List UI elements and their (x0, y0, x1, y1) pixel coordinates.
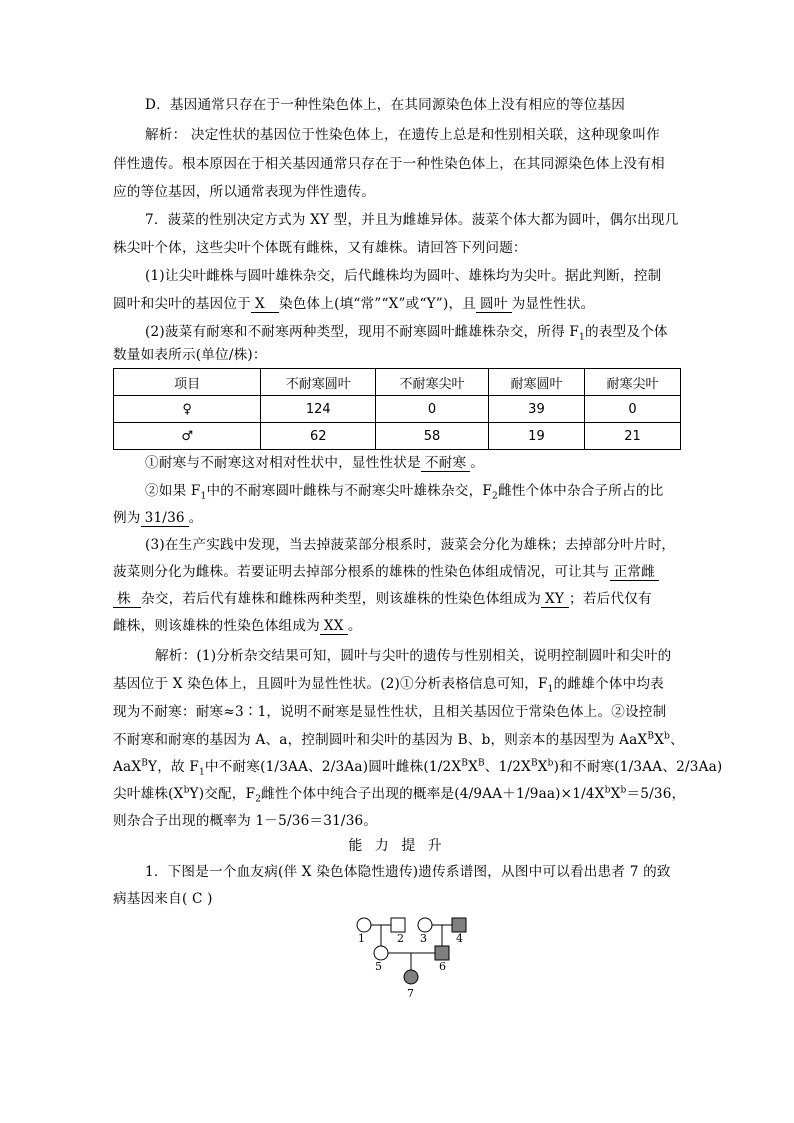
problem-1-line-1: 1．下图是一个血友病(伴 X 染色体隐性遗传)遗传系谱图，从图中可以看出患者 7 的致 (145, 864, 671, 880)
pedigree-chart (340, 906, 490, 1006)
answer-xx: XX (320, 618, 348, 635)
pedigree-label: 6 (439, 960, 446, 973)
analysis-2-line-3: 现为不耐寒：耐寒≈3∶1，说明不耐寒是显性性状，且相关基因位于常染色体上。②设控制 (113, 704, 667, 720)
analysis-2-line-6: 尖叶雄株$(X^bY)$交配，$F_2$雌性个体中纯合子出现的概率是$(4/9AA+1/9aa)\times 1/4X^bX^b=5/36$， (113, 785, 686, 805)
analysis-1-line-1: 解析： 决定性状的基因位于性染色体上，在遗传上总是和性别相关联，这种现象叫作 (145, 127, 660, 143)
pedigree-label: 4 (456, 932, 463, 945)
analysis-2-line-7: 则杂合子出现的概率为 1－5/36＝31/36。 (113, 813, 378, 829)
question-7-part1-line-2: 圆叶和尖叶的基因位于 X 染色体上(填“常”“X”或“Y”)，且 圆叶 为显性性状。 (113, 296, 595, 312)
question-7-part3-line-1: (3)在生产实践中发现，当去掉菠菜部分根系时，菠菜会分化为雄株；去掉部分叶片时， (145, 537, 676, 553)
item-2-line-2: 例为 31/36 。 (113, 510, 203, 526)
analysis-1-line-2: 伴性遗传。根本原因在于相关基因通常只存在于一种性染色体上，在其同源染色体上没有相 (113, 156, 665, 172)
table-header-cell: 耐寒圆叶 (488, 369, 584, 396)
table-header-cell: 不耐寒圆叶 (261, 369, 376, 396)
f1-phenotype-table (113, 368, 681, 450)
pedigree-label: 7 (407, 987, 414, 1000)
question-7-part2-line-2: 数量如表所示(单位/株)： (113, 347, 267, 363)
table-header-cell: 不耐寒尖叶 (376, 369, 489, 396)
individual-4-affected-male (452, 918, 466, 932)
individual-5-female (374, 946, 388, 960)
problem-1-line-2: 病基因来自( C ) (113, 891, 213, 907)
question-7-part3-line-4: 雌株，则该雄株的性染色体组成为 XX 。 (113, 618, 362, 634)
analysis-2-line-5: AaX$^B$Y，故 $F_1$中不耐寒(1/3AA、2/3Aa)圆叶雌株($1/2X^BX^B$、$1/2X^BX^b$)和不耐寒(1/3AA、2/3Aa) (113, 758, 723, 778)
table-cell: ♀ (114, 396, 261, 423)
table-cell: 0 (584, 396, 680, 423)
question-7-part2-line-1: (2)菠菜有耐寒和不耐寒两种类型，现用不耐寒圆叶雌雄株杂交，所得 $F_1$的表型及个体 (145, 324, 668, 343)
pedigree-label: 3 (420, 932, 427, 945)
question-7-part1-line-1: (1)让尖叶雌株与圆叶雄株杂交，后代雌株均为圆叶、雄株均为尖叶。据此判断，控制 (145, 268, 662, 284)
question-7-line-1: 7．菠菜的性别决定方式为 XY 型，并且为雌雄异体。菠菜个体大都为圆叶，偶尔出现几 (145, 212, 679, 228)
answer-xy: XY (541, 591, 569, 608)
table-cell: 19 (488, 423, 584, 450)
pedigree-label: 5 (375, 960, 382, 973)
table-header-row (114, 369, 681, 396)
analysis-2-line-2: 基因位于 X 染色体上，且圆叶为显性性状。(2)①分析表格信息可知，$F_1$的雌雄个体中均表 (113, 676, 664, 695)
answer-chromosome: X (251, 296, 279, 313)
answer-cross-partner-cont: 株 (113, 591, 141, 608)
individual-3-female (418, 918, 432, 932)
question-7-part3-line-3: 株 杂交，若后代有雄株和雌株两种类型，则该雄株的性染色体组成为 XY ；若后代仅有 (113, 589, 652, 609)
table-row (114, 396, 681, 423)
answer-dominant-cold: 不耐寒 (421, 455, 470, 472)
table-header-cell: 项目 (114, 369, 261, 396)
answer-dominant-leaf: 圆叶 (476, 296, 512, 313)
item-2-line-1: ②如果 $F_1$中的不耐寒圆叶雌株与不耐寒尖叶雄株杂交，$F_2$雌性个体中杂合子所占的比 (145, 483, 664, 502)
question-7-part3-line-2: 菠菜则分化为雌株。若要证明去掉部分根系的雄株的性染色体组成情况，可让其与 正常雌 (113, 562, 659, 582)
table-row (114, 423, 681, 450)
analysis-2-line-1: 解析：(1)分析杂交结果可知，圆叶与尖叶的遗传与性别相关，说明控制圆叶和尖叶的 (155, 648, 672, 664)
table-cell: 58 (376, 423, 489, 450)
table-cell: 124 (261, 396, 376, 423)
option-d: D．基因通常只存在于一种性染色体上，在其同源染色体上没有相应的等位基因 (145, 97, 626, 113)
table-cell: 39 (488, 396, 584, 423)
table-cell: 21 (584, 423, 680, 450)
analysis-1-line-3: 应的等位基因，所以通常表现为伴性遗传。 (113, 184, 376, 200)
table-cell: 0 (376, 396, 489, 423)
answer-cross-partner: 正常雌 (610, 564, 659, 581)
table-header-cell: 耐寒尖叶 (584, 369, 680, 396)
individual-2-male (391, 918, 405, 932)
answer-ratio: 31/36 (141, 510, 189, 527)
question-7-line-2: 株尖叶个体，这些尖叶个体既有雌株，又有雄株。请回答下列问题： (113, 240, 527, 256)
analysis-2-line-4: 不耐寒和耐寒的基因为 A、a，控制圆叶和尖叶的基因为 B、b，则亲本的基因型为 $AaX^BX^b$、 (113, 731, 684, 748)
item-1: ①耐寒与不耐寒这对相对性状中，显性性状是 不耐寒 。 (145, 455, 485, 471)
individual-7-affected-female (404, 970, 418, 984)
table-cell: ♂ (114, 423, 261, 450)
table-cell: 62 (261, 423, 376, 450)
pedigree-label: 1 (358, 932, 365, 945)
section-heading: 能 力 提 升 (348, 838, 446, 854)
pedigree-label: 2 (397, 932, 404, 945)
individual-1-female (357, 918, 371, 932)
individual-6-affected-male (435, 946, 449, 960)
